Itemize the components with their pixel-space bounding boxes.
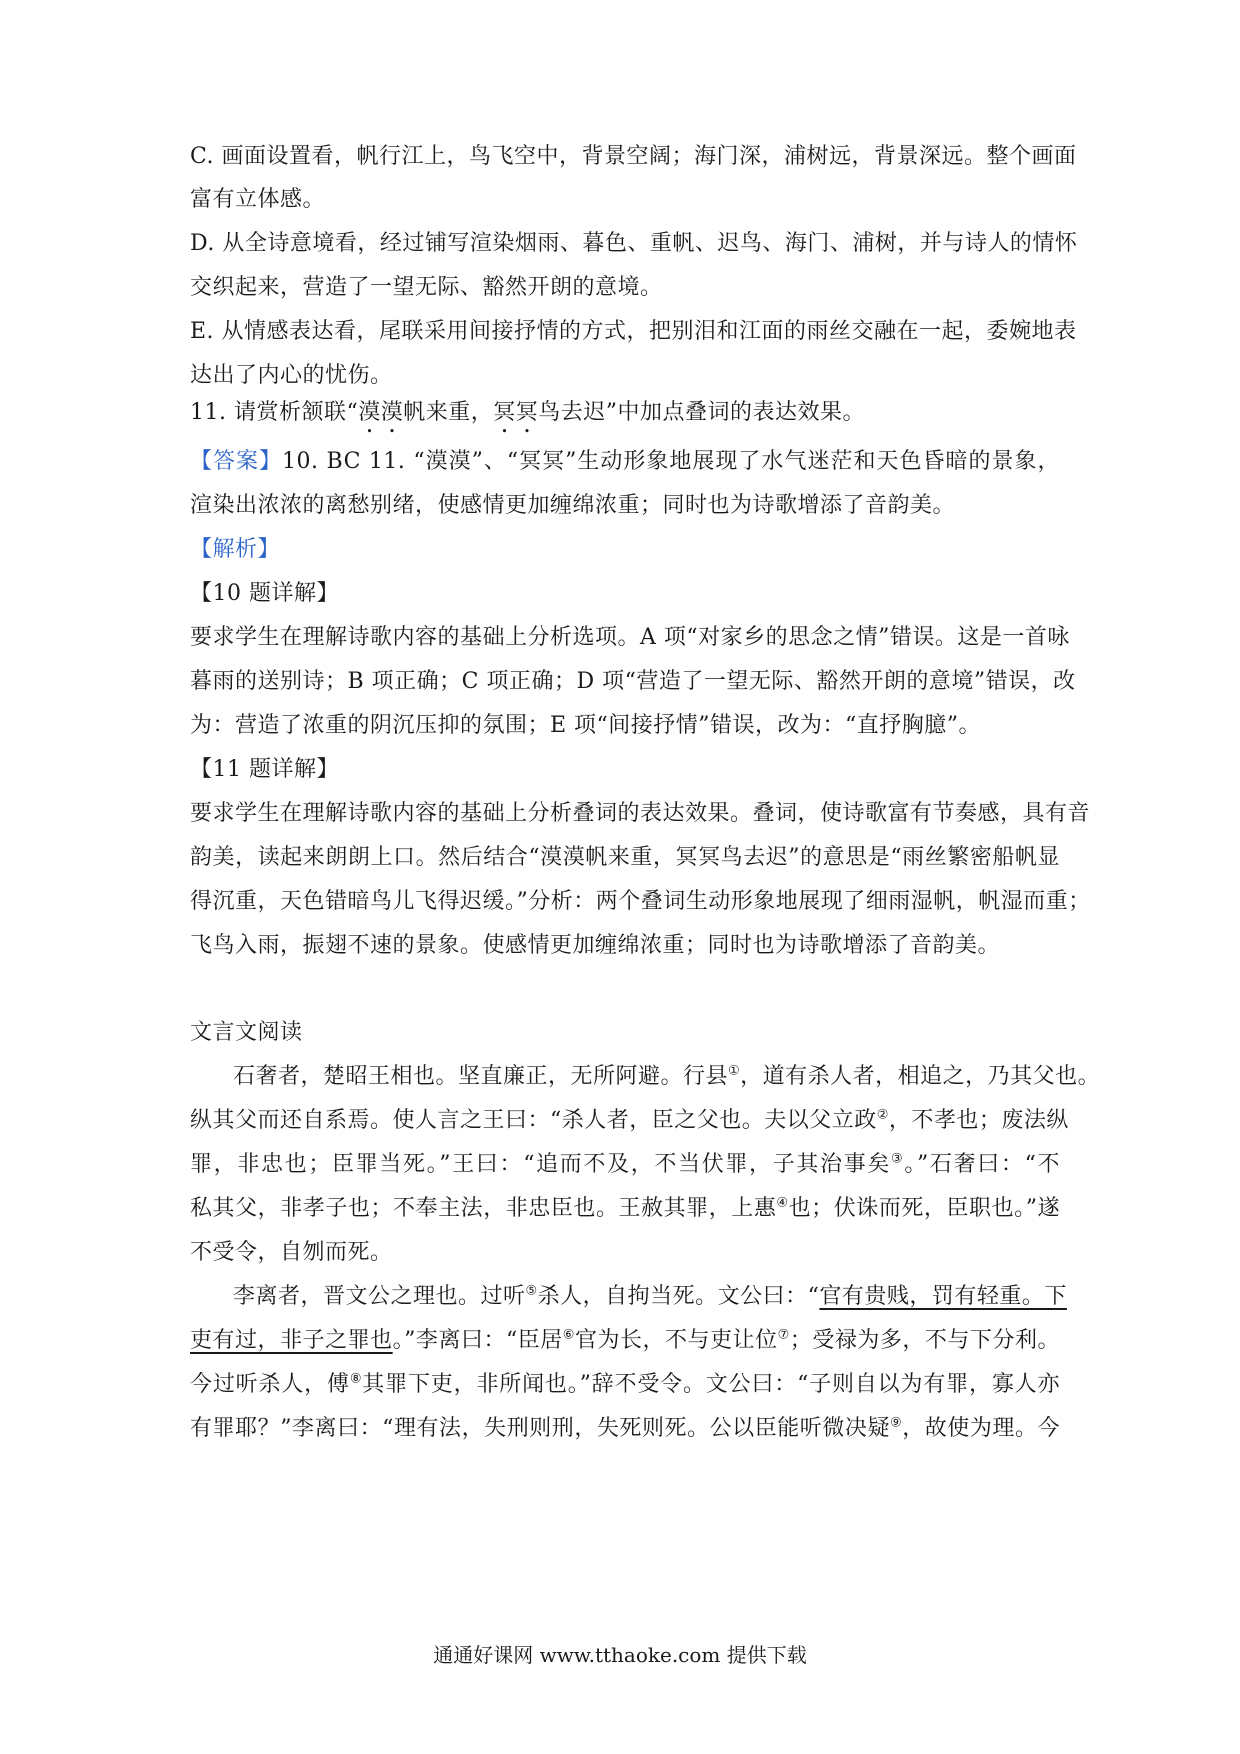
passage-1-line-4: 私其父，非孝子也；不奉主法，非忠臣也。王赦其罪，上惠④也；伏诛而死，臣职也。”遂 [190, 1195, 1060, 1221]
note-marker: ⑨ [890, 1415, 903, 1431]
passage-2-line-1: 李离者，晋文公之理也。过听⑤杀人，自拘当死。文公曰：“官有贵贱，罚有轻重。下 [233, 1283, 1067, 1309]
analysis-q11-line-3: 得沉重，天色错暗鸟儿飞得迟缓。”分析：两个叠词生动形象地展现了细雨湿帆，帆湿而重； [190, 889, 1091, 914]
answer-line-2: 渲染出浓浓的离愁别绪，使感情更加缠绵浓重；同时也为诗歌增添了音韵美。 [190, 493, 956, 518]
note-marker: ⑧ [349, 1371, 363, 1387]
underlined-sentence: 吏有过，非子之罪也 [190, 1328, 393, 1353]
passage-1-line-3: 罪，非忠也；臣罪当死。”王曰：“追而不及，不当伏罪，子其治事矣③。”石奢曰：“不 [190, 1151, 1061, 1177]
note-marker: ② [876, 1107, 889, 1123]
passage-1-line-2: 纵其父而还自系焉。使人言之王曰：“杀人者，臣之父也。夫以父立政②，不孝也；废法纵 [190, 1107, 1069, 1133]
underlined-sentence: 官有贵贱，罚有轻重。下 [819, 1284, 1067, 1309]
note-marker: ⑦ [777, 1327, 790, 1343]
analysis-q10-line-3: 为：营造了浓重的阴沉压抑的氛围；E 项“间接抒情”错误，改为：“直抒胸臆”。 [190, 713, 982, 738]
question-11: 11. 请赏析颔联“漠漠帆来重，冥冥鸟去迟”中加点叠词的表达效果。 [190, 400, 866, 425]
page-footer: 通通好课网 www.tthaoke.com 提供下载 [433, 1643, 807, 1667]
analysis-q11-line-2: 韵美，读起来朗朗上口。然后结合“漠漠帆来重，冥冥鸟去迟”的意思是“雨丝繁密船帆显 [190, 845, 1060, 870]
note-marker: ① [728, 1063, 741, 1079]
passage-1-line-1: 石奢者，楚昭王相也。坚直廉正，无所阿避。行县①，道有杀人者，相追之，乃其父也。 [233, 1063, 1101, 1089]
option-d-line-2: 交织起来，营造了一望无际、豁然开朗的意境。 [190, 275, 663, 300]
option-d-line-1: D. 从全诗意境看，经过铺写渲染烟雨、暮色、重帆、迟鸟、海门、浦树，并与诗人的情怀 [190, 231, 1078, 256]
section-title: 文言文阅读 [190, 1020, 303, 1045]
dotted-word-1: 漠漠 [358, 400, 404, 425]
analysis-q10-line-2: 暮雨的送别诗；B 项正确；C 项正确；D 项“营造了一望无际、豁然开朗的意境”错误，改 [190, 669, 1076, 694]
option-c-line-1: C. 画面设置看，帆行江上，鸟飞空中，背景空阔；海门深，浦树远，背景深远。整个画面 [190, 144, 1077, 169]
note-marker: ⑥ [562, 1327, 575, 1343]
analysis-tag: 【解析】 [190, 537, 281, 562]
analysis-q10-line-1: 要求学生在理解诗歌内容的基础上分析选项。A 项“对家乡的思念之情”错误。这是一首咏 [190, 625, 1070, 650]
heading-q10: 【10 题详解】 [190, 581, 339, 606]
option-e-line-2: 达出了内心的忧伤。 [190, 363, 393, 388]
note-marker: ⑤ [525, 1283, 538, 1299]
note-marker: ③ [891, 1151, 905, 1167]
note-marker: ④ [776, 1195, 789, 1211]
passage-2-line-2: 吏有过，非子之罪也。”李离曰：“臣居⑥官为长，不与吏让位⑦；受禄为多，不与下分利。 [190, 1327, 1060, 1353]
heading-q11: 【11 题详解】 [190, 757, 339, 782]
analysis-q11-line-1: 要求学生在理解诗歌内容的基础上分析叠词的表达效果。叠词，使诗歌富有节奏感，具有音 [190, 801, 1091, 826]
option-c-line-2: 富有立体感。 [190, 187, 326, 212]
passage-2-line-4: 有罪耶？”李离曰：“理有法，失刑则刑，失死则死。公以臣能听微决疑⑨，故使为理。今 [190, 1415, 1060, 1441]
answer-tag: 【答案】 [190, 449, 283, 474]
dotted-word-2: 冥冥 [493, 400, 539, 425]
analysis-q11-line-4: 飞鸟入雨，振翅不速的景象。使感情更加缠绵浓重；同时也为诗歌增添了音韵美。 [190, 933, 1001, 958]
option-e-line-1: E. 从情感表达看，尾联采用间接抒情的方式，把别泪和江面的雨丝交融在一起，委婉地表 [190, 319, 1077, 344]
passage-2-line-3: 今过听杀人，傅⑧其罪下吏，非所闻也。”辞不受令。文公曰：“子则自以为有罪，寡人亦 [190, 1371, 1060, 1397]
passage-1-line-5: 不受令，自刎而死。 [190, 1240, 393, 1265]
answer-line-1: 【答案】10. BC 11. “漠漠”、“冥冥”生动形象地展现了水气迷茫和天色昏暗的景象， [190, 449, 1060, 474]
